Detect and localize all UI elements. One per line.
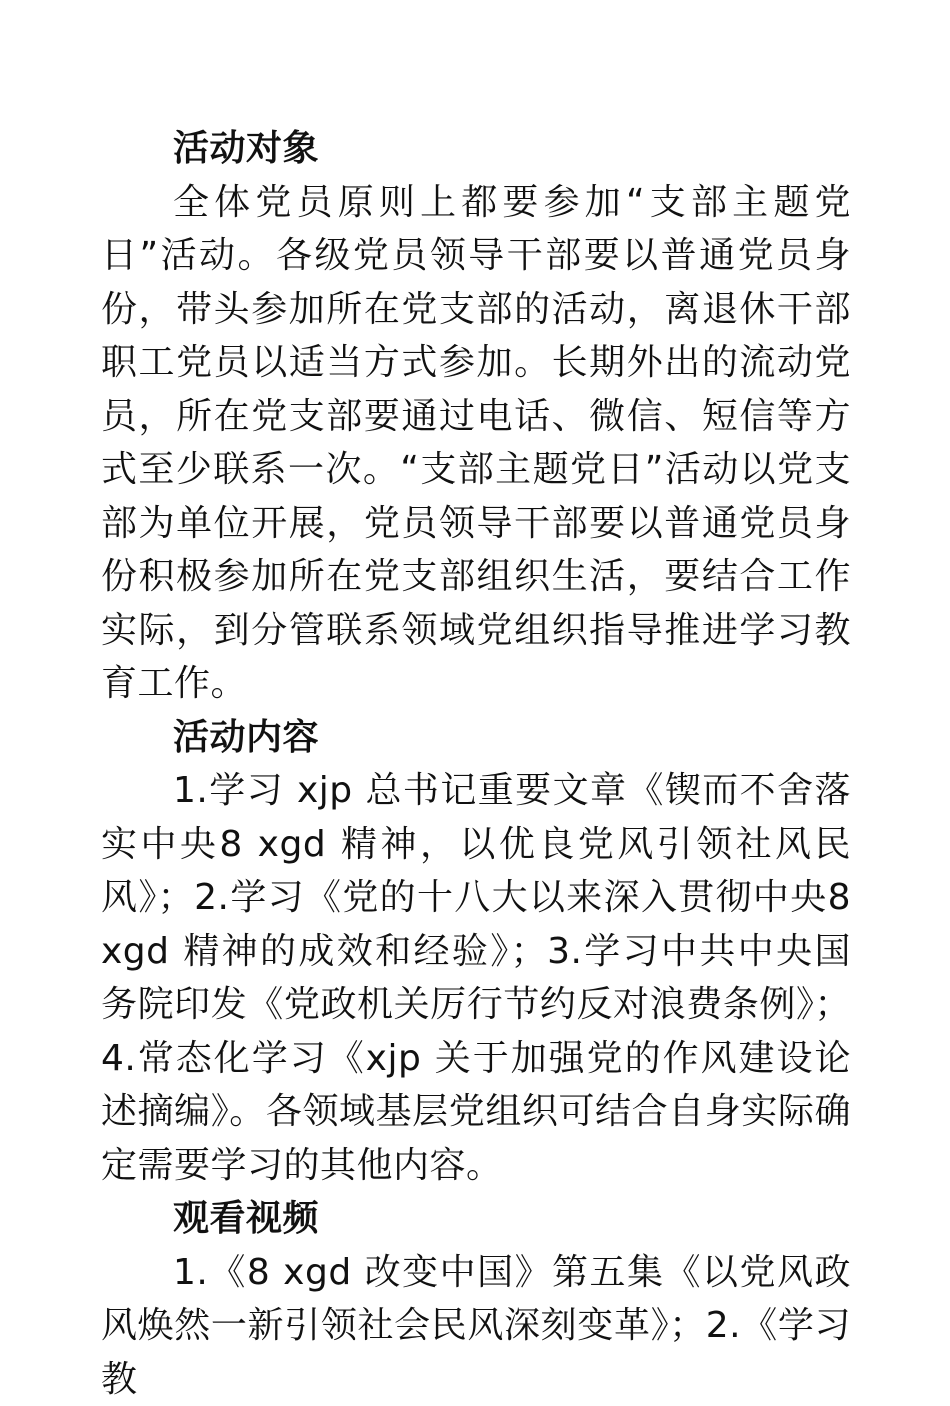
section-watch-video (101, 1192, 851, 1406)
document-body (101, 122, 851, 1406)
section-paragraph: 1.学习 xjp 总书记重要文章《锲而不舍落实中央8 xgd 精神，以优良党风引领社风民风》；2.学习《党的十八大以来深入贯彻中央8 xgd 精神的成效和经验》；3.学习中共中央国务院印发《党政机关厉行节约反对浪费条例》；4.常态化学习《xjp 关于加强党的作风建设论述摘编》。各领域基层党组织可结合自身实际确定需要学习的其他内容。 (101, 764, 851, 1192)
section-activity-target (101, 122, 851, 711)
section-heading: 活动对象 (101, 122, 851, 176)
section-heading: 活动内容 (101, 711, 851, 765)
section-paragraph: 全体党员原则上都要参加“支部主题党日”活动。各级党员领导干部要以普通党员身份，带头参加所在党支部的活动，离退休干部职工党员以适当方式参加。长期外出的流动党员，所在党支部要通过电话、微信、短信等方式至少联系一次。“支部主题党日”活动以党支部为单位开展，党员领导干部要以普通党员身份积极参加所在党支部组织生活，要结合工作实际，到分管联系领域党组织指导推进学习教育工作。 (101, 176, 851, 711)
section-activity-content (101, 711, 851, 1193)
section-paragraph: 1.《8 xgd 改变中国》第五集《以党风政风焕然一新引领社会民风深刻变革》；2.《学习教 (101, 1246, 851, 1406)
section-heading: 观看视频 (101, 1192, 851, 1246)
